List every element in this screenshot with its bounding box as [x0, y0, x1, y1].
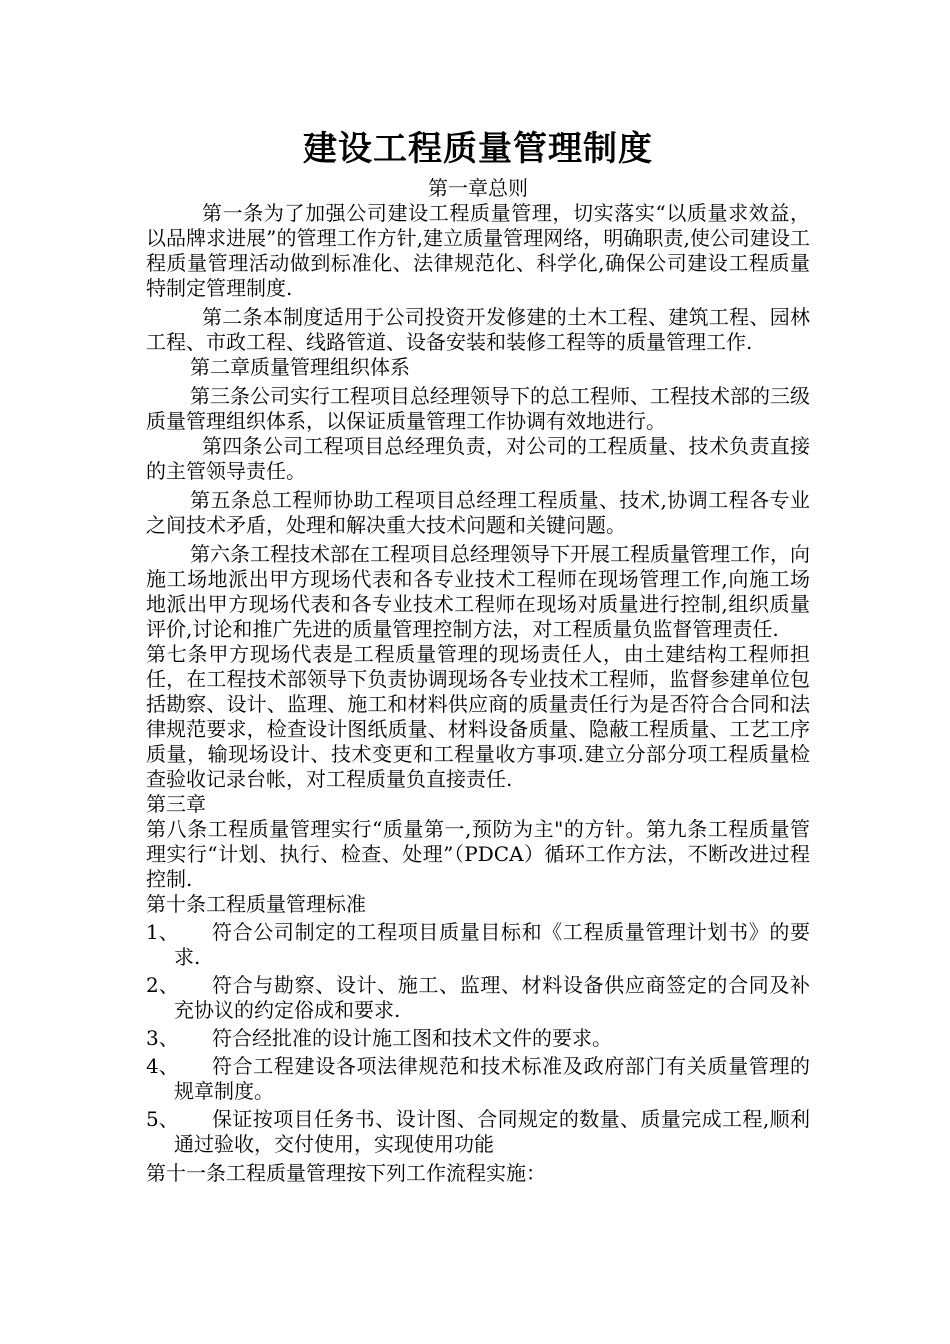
list-item-number: 3、: [146, 1026, 179, 1050]
list-item-text: 符合与勘察、设计、施工、监理、材料设备供应商签定的合同及补充协议的约定俗成和要求.: [174, 973, 810, 1022]
quality-standards-list: [146, 920, 810, 1157]
article-1: 第一条为了加强公司建设工程质量管理，切实落实“以质量求效益，以品牌求进展”的管理工作方针,建立质量管理网络，明确职责,使公司建设工程质量管理活动做到标准化、法律规范化、科学化,确保公司建设工程质量特制定管理制度.: [146, 201, 810, 300]
list-item: [146, 1026, 810, 1051]
article-2: 第二条本制度适用于公司投资开发修建的土木工程、建筑工程、园林工程、市政工程、线路管道、设备安装和装修工程等的质量管理工作.: [146, 305, 810, 354]
document-page: [146, 126, 810, 1186]
article-10: 第十条工程质量管理标准: [146, 892, 366, 916]
list-item-number: 1、: [146, 920, 179, 944]
list-item-number: 2、: [146, 973, 179, 997]
list-item-text: 保证按项目任务书、设计图、合同规定的数量、质量完成工程,顺利通过验收，交付使用，实现使用功能: [174, 1107, 810, 1156]
chapter-3-heading: 第三章: [146, 792, 206, 816]
chapter-2-heading: 第二章质量管理组织体系: [190, 355, 410, 379]
article-6: 第六条工程技术部在工程项目总经理领导下开展工程质量管理工作，向施工场地派出甲方现场代表和各专业技术工程师在现场管理工作,向施工场地派出甲方现场代表和各专业技术工程师在现场对质量进行控制,组织质量评价,讨论和推广先进的质量管理控制方法，对工程质量负监督管理责任.: [146, 542, 810, 641]
list-item-text: 符合工程建设各项法律规范和技术标准及政府部门有关质量管理的规章制度。: [174, 1054, 810, 1103]
list-item: [146, 1107, 810, 1157]
list-item: [146, 920, 810, 970]
document-title: 建设工程质量管理制度: [303, 129, 653, 169]
list-item-number: 4、: [146, 1054, 179, 1078]
list-item-text: 符合经批准的设计施工图和技术文件的要求。: [212, 1026, 612, 1050]
list-item: [146, 973, 810, 1023]
list-item: [146, 1054, 810, 1104]
article-3: 第三条公司实行工程项目总经理领导下的总工程师、工程技术部的三级质量管理组织体系，以保证质量管理工作协调有效地进行。: [146, 384, 810, 433]
article-7: 第七条甲方现场代表是工程质量管理的现场责任人，由土建结构工程师担任，在工程技术部领导下负责协调现场各专业技术工程师，监督参建单位包括勘察、设计、监理、施工和材料供应商的质量责任行为是否符合合同和法律规范要求，检查设计图纸质量、材料设备质量、隐蔽工程质量、工艺工序质量，输现场设计、技术变更和工程量收方事项.建立分部分项工程质量检查验收记录台帐，对工程质量负直接责任.: [146, 642, 810, 791]
chapter-1-heading: 第一章总则: [428, 176, 528, 200]
list-item-number: 5、: [146, 1107, 179, 1131]
article-11: 第十一条工程质量管理按下列工作流程实施：: [146, 1161, 546, 1185]
article-5: 第五条总工程师协助工程项目总经理工程质量、技术,协调工程各专业之间技术矛盾，处理和解决重大技术问题和关键问题。: [146, 488, 810, 537]
article-4: 第四条公司工程项目总经理负责，对公司的工程质量、技术负责直接的主管领导责任。: [146, 434, 810, 483]
article-8-9: 第八条工程质量管理实行“质量第一,预防为主"的方针。第九条工程质量管理实行“计划、执行、检查、处理”（PDCA）循环工作方法，不断改进过程控制.: [146, 817, 810, 891]
list-item-text: 符合公司制定的工程项目质量目标和《工程质量管理计划书》的要求.: [174, 920, 810, 969]
